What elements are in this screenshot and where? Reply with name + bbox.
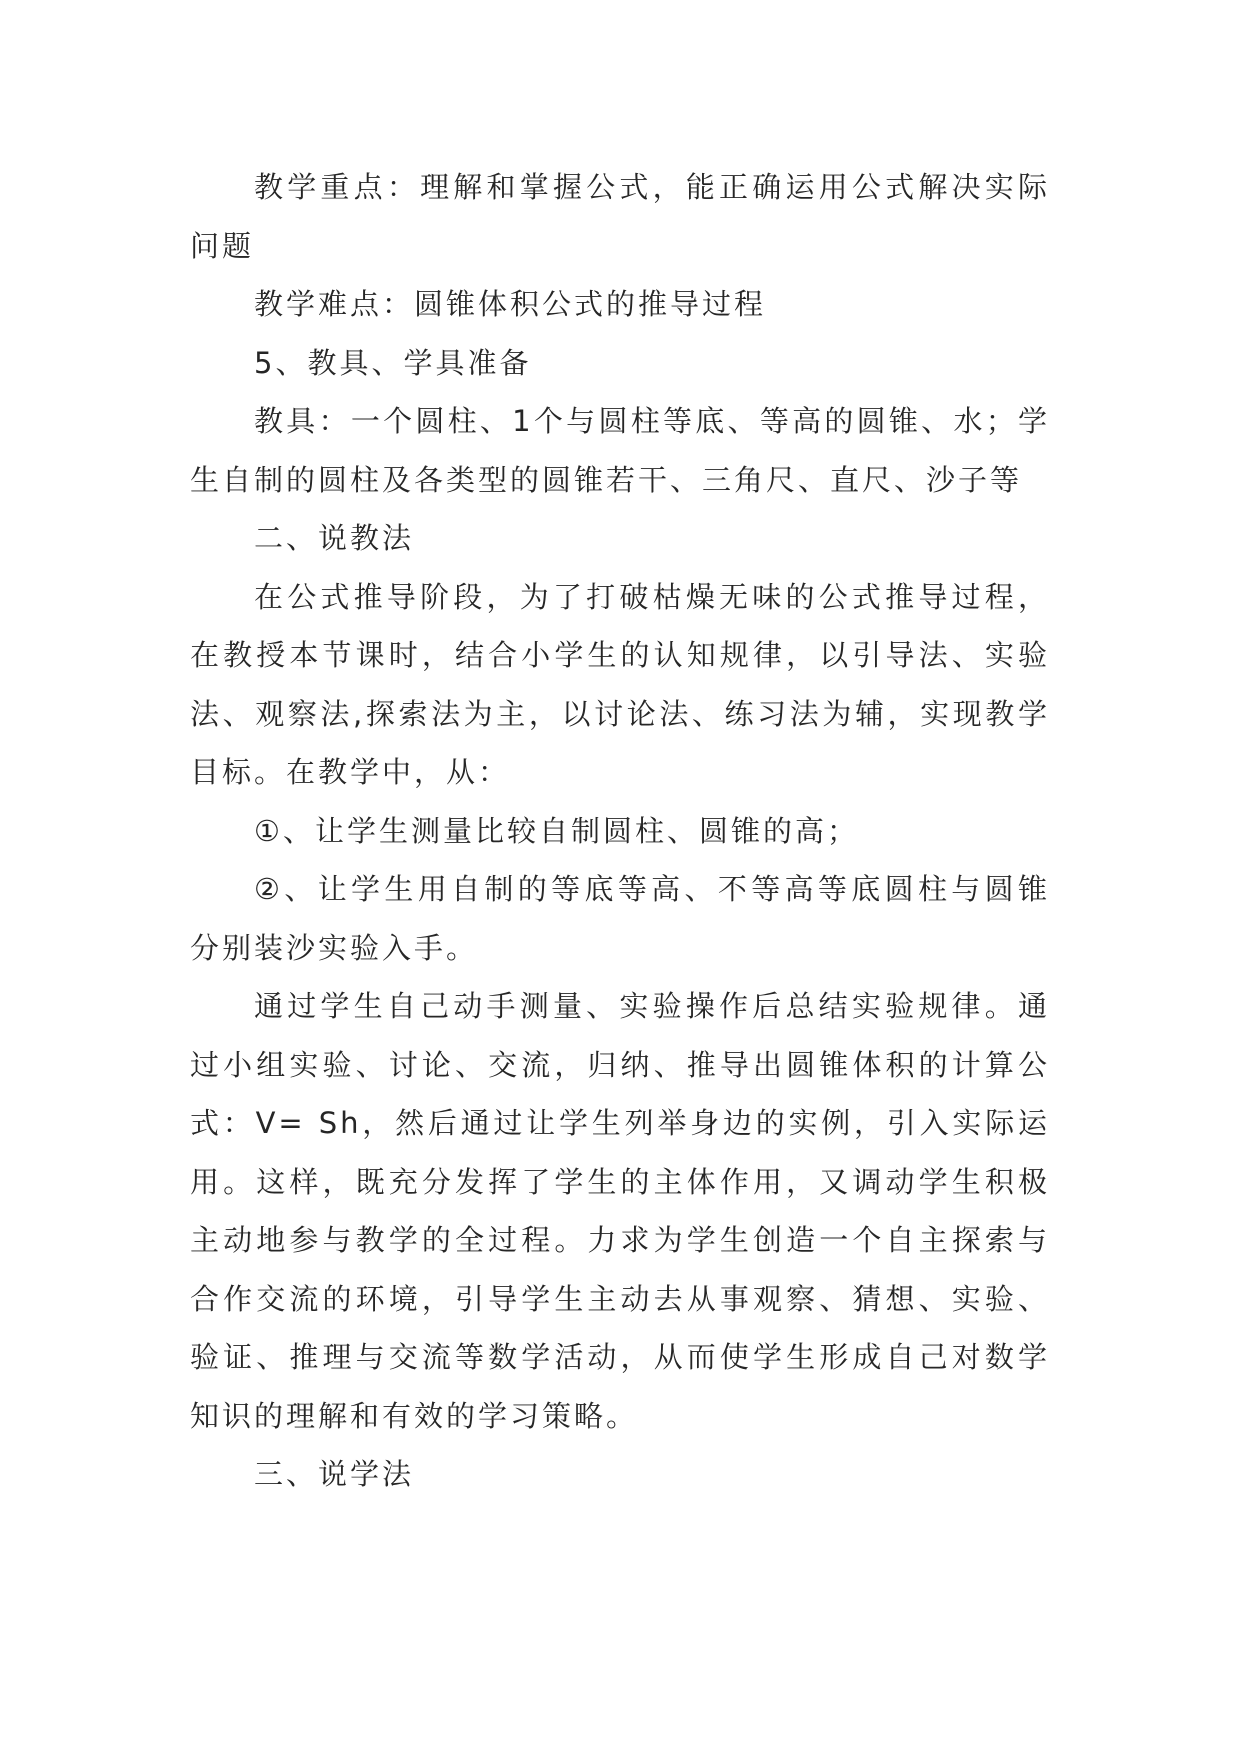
- paragraph-teaching-difficulty: 教学难点：圆锥体积公式的推导过程: [254, 287, 767, 321]
- paragraph-teaching-aids: 教具：一个圆柱、1个与圆柱等底、等高的圆锥、水；学生自制的圆柱及各类型的圆锥若干、三角尺、直尺、沙子等: [190, 404, 1050, 497]
- paragraph-teaching-focus: 教学重点：理解和掌握公式，能正确运用公式解决实际问题: [190, 170, 1050, 263]
- list-item-measure: ①、让学生测量比较自制圆柱、圆锥的高；: [254, 813, 859, 848]
- document-body: [190, 158, 1050, 1504]
- paragraph-summary: 通过学生自己动手测量、实验操作后总结实验规律。通过小组实验、讨论、交流，归纳、推导出圆锥体积的计算公式：V= Sh，然后通过让学生列举身边的实例，引入实际运用。这样，既充分发挥了学生的主体作用，又调动学生积极主动地参与教学的全过程。力求为学生创造一个自主探索与合作交流的环境，引导学生主动去从事观察、猜想、实验、验证、推理与交流等数学活动，从而使学生形成自己对数学知识的理解和有效的学习策略。: [190, 989, 1050, 1433]
- section-heading-teaching-method: 二、说教法: [254, 521, 415, 555]
- paragraph-teaching-aids-heading: 5、教具、学具准备: [254, 345, 532, 380]
- paragraph-teaching-method: 在公式推导阶段，为了打破枯燥无味的公式推导过程，在教授本节课时，结合小学生的认知规律，以引导法、实验法、观察法,探索法为主，以讨论法、练习法为辅，实现教学目标。在教学中，从：: [190, 579, 1050, 789]
- list-item-sand-experiment: ②、让学生用自制的等底等高、不等高等底圆柱与圆锥分别装沙实验入手。: [190, 872, 1050, 965]
- section-heading-learning-method: 三、说学法: [254, 1457, 415, 1491]
